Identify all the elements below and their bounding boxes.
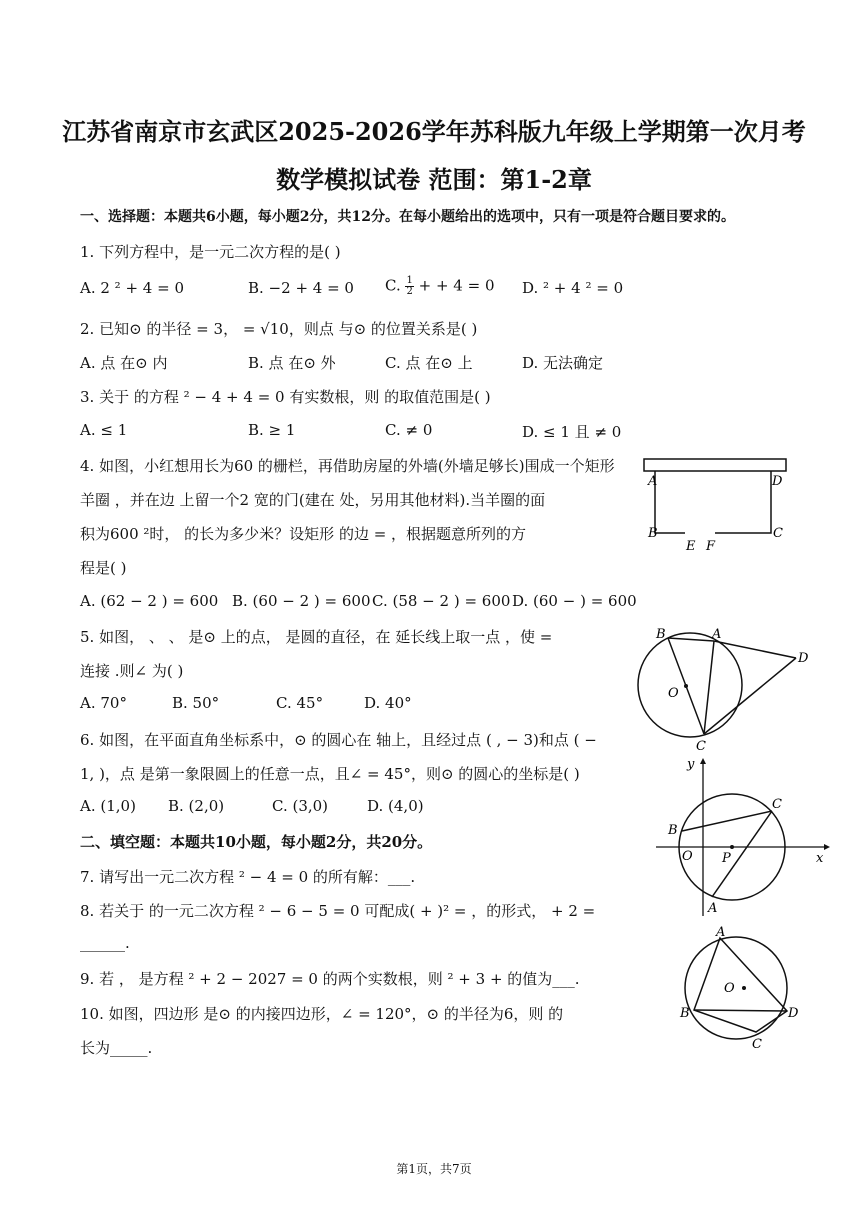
q2-option-c: C. 点 在⊙ 上 xyxy=(385,354,473,372)
label-a: A xyxy=(716,925,726,940)
question-1-stem: 1. 下列方程中，是一元二次方程的是( ) xyxy=(80,243,341,261)
question-6-line-2: 1, )，点 是第一象限圆上的任意一点，且∠ = 45°，则⊙ 的圆心的坐标是( ) xyxy=(80,765,580,783)
q4-option-d: D. (60 − ) = 600 xyxy=(512,592,637,610)
q3-option-c: C. ≠ 0 xyxy=(385,421,433,439)
q1-option-c: C. $\frac{1}{2}$ + + 4 = 0 xyxy=(385,275,495,297)
q2-option-b: B. 点 在⊙ 外 xyxy=(248,354,336,372)
page-footer: 第1页，共7页 xyxy=(396,1162,472,1176)
q5-option-a: A. 70° xyxy=(80,694,127,712)
question-10-line-2: 长为_____. xyxy=(80,1039,153,1057)
circle-o xyxy=(685,937,787,1039)
question-4-line-4: 程是( ) xyxy=(80,559,127,577)
question-2-stem: 2. 已知⊙ 的半径 = 3， = √10，则点 与⊙ 的位置关系是( ) xyxy=(80,320,478,338)
question-5-line-2: 连接 .则∠ 为( ) xyxy=(80,662,184,680)
question-9: 9. 若 ， 是方程 ² + 2 − 2027 = 0 的两个实数根，则 ² + 3 + 的值为___. xyxy=(80,970,580,988)
label-p: P xyxy=(722,851,731,866)
q3-option-a: A. ≤ 1 xyxy=(80,421,128,439)
label-f: F xyxy=(706,539,716,554)
question-5-line-1: 5. 如图， 、 、 是⊙ 上的点， 是圆的直径，在 延长线上取一点 ，使 = xyxy=(80,628,553,646)
label-o: O xyxy=(668,686,679,701)
question-8-line-2: ______. xyxy=(80,934,130,952)
section-fill-heading: 二、填空题：本题共10小题，每小题2分，共20分。 xyxy=(80,833,433,851)
label-c: C xyxy=(752,1037,762,1052)
label-o: O xyxy=(724,981,735,996)
question-4-line-2: 羊圈 ，并在边 上留一个2 宽的门(建在 处，另用其他材料).当羊圈的面 xyxy=(80,491,546,509)
label-a: A xyxy=(712,627,722,642)
q5-figure-circle xyxy=(628,622,818,757)
q6-option-b: B. (2,0) xyxy=(168,797,225,815)
label-b: B xyxy=(668,823,678,838)
title-line-2: 数学模拟试卷 范围：第1-2章 xyxy=(276,165,592,194)
label-b: B xyxy=(680,1006,690,1021)
question-3-stem: 3. 关于 的方程 ² − 4 + 4 = 0 有实数根，则 的取值范围是( ) xyxy=(80,388,491,406)
title-line-1: 江苏省南京市玄武区2025-2026学年苏科版九年级上学期第一次月考 xyxy=(62,117,806,146)
fence-left xyxy=(655,471,685,533)
q2-option-d: D. 无法确定 xyxy=(522,354,604,372)
label-b: B xyxy=(656,627,666,642)
label-x: x xyxy=(816,851,824,866)
q5-option-c: C. 45° xyxy=(276,694,324,712)
label-c: C xyxy=(772,797,782,812)
q4-option-a: A. (62 − 2 ) = 600 xyxy=(80,592,219,610)
question-4-line-1: 4. 如图，小红想用长为60 的栅栏，再借助房屋的外墙(外墙足够长)围成一个矩形 xyxy=(80,457,615,475)
label-e: E xyxy=(686,539,696,554)
q6-option-a: A. (1,0) xyxy=(80,797,136,815)
section-choice-heading: 一、选择题：本题共6小题，每小题2分，共12分。在每小题给出的选项中，只有一项是符合题目要求的。 xyxy=(80,209,735,225)
q1-option-d: D. ² + 4 ² = 0 xyxy=(522,279,624,297)
house-wall xyxy=(644,459,786,471)
label-b: B xyxy=(648,526,658,541)
q6-figure-coordinate-circle xyxy=(652,756,832,921)
question-7: 7. 请写出一元二次方程 ² − 4 = 0 的所有解：___. xyxy=(80,868,416,886)
circle-o xyxy=(638,633,742,737)
label-c: C xyxy=(696,739,706,754)
label-a: A xyxy=(648,474,658,489)
q1-fraction: $\frac{1}{2}$ xyxy=(406,275,413,297)
label-y: y xyxy=(687,757,695,772)
question-10-line-1: 10. 如图，四边形 是⊙ 的内接四边形，∠ = 120°，⊙ 的半径为6，则 的 xyxy=(80,1005,564,1023)
q4-option-c: C. (58 − 2 ) = 600 xyxy=(372,592,511,610)
label-o: O xyxy=(682,849,693,864)
fence-right xyxy=(715,471,771,533)
q1-option-b: B. −2 + 4 = 0 xyxy=(248,279,354,297)
q5-option-b: B. 50° xyxy=(172,694,220,712)
label-d: D xyxy=(788,1006,799,1021)
label-c: C xyxy=(773,526,783,541)
q3-option-b: B. ≥ 1 xyxy=(248,421,296,439)
question-8-line-1: 8. 若关于 的一元二次方程 ² − 6 − 5 = 0 可配成( + )² = ，的形式， + 2 = xyxy=(80,902,596,920)
label-d: D xyxy=(798,651,809,666)
q6-option-d: D. (4,0) xyxy=(367,797,424,815)
q4-option-b: B. (60 − 2 ) = 600 xyxy=(232,592,371,610)
q6-option-c: C. (3,0) xyxy=(272,797,329,815)
q5-option-d: D. 40° xyxy=(364,694,412,712)
q1-option-a: A. 2 ² + 4 = 0 xyxy=(80,279,184,297)
label-d: D xyxy=(772,474,783,489)
q3-option-d: D. ≤ 1 且 ≠ 0 xyxy=(522,423,622,441)
q10-figure-inscribed-quadrilateral xyxy=(676,922,806,1054)
question-6-line-1: 6. 如图，在平面直角坐标系中，⊙ 的圆心在 轴上，且经过点 ( , − 3)和点 ( − xyxy=(80,731,597,749)
q2-option-a: A. 点 在⊙ 内 xyxy=(80,354,168,372)
question-4-line-3: 积为600 ²时， 的长为多少米？设矩形 的边 = ，根据题意所列的方 xyxy=(80,525,527,543)
label-a: A xyxy=(708,901,718,916)
q4-figure-sheep-pen xyxy=(640,455,795,555)
